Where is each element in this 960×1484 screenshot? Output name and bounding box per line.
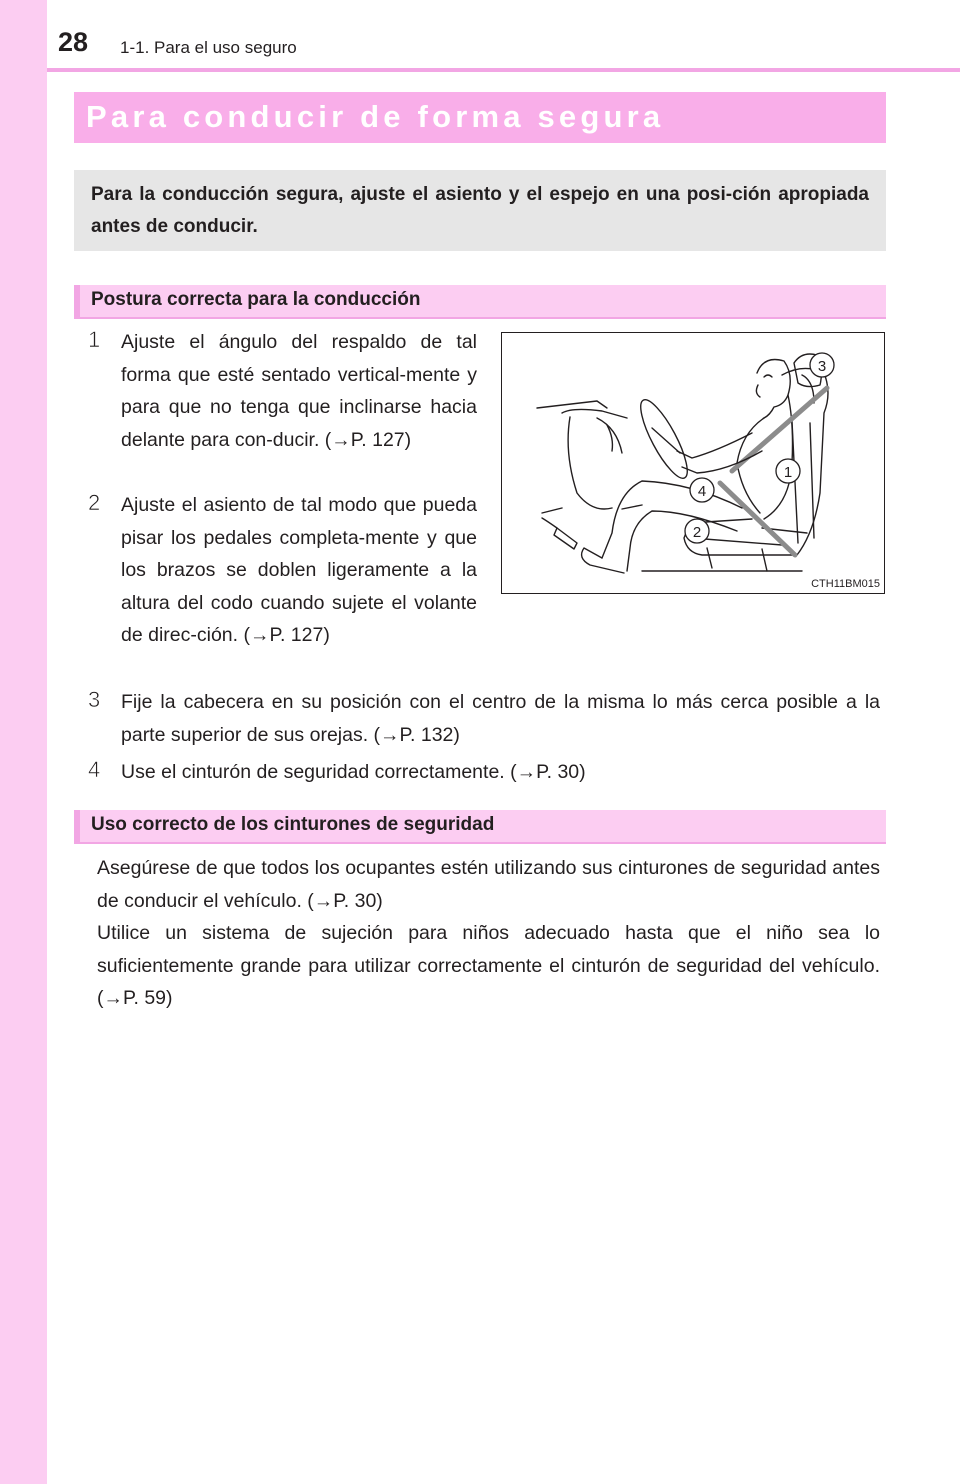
- intro-box: [74, 170, 886, 251]
- subsection-heading-text: Uso correcto de los cinturones de seguridad: [91, 814, 495, 835]
- svg-text:3: 3: [817, 358, 827, 375]
- body-paragraph-2: Utilice un sistema de sujeción para niños adecuado hasta que el niño sea lo suficientemente grande para utilizar correctamente el cinturón de seguridad del vehículo. (→P. 59): [97, 922, 880, 1009]
- page-title: Para conducir de forma segura: [86, 99, 665, 134]
- svg-text:1: 1: [783, 464, 793, 481]
- body-paragraph-1: Asegúrese de que todos los ocupantes estén utilizando sus cinturones de seguridad antes de conducir el vehículo. (→P. 30): [97, 857, 880, 912]
- item-number-3: 3: [88, 687, 101, 712]
- breadcrumb: 1-1. Para el uso seguro: [120, 38, 297, 57]
- subsection-heading-posture: [74, 285, 886, 319]
- item-number-4: 4: [88, 757, 101, 782]
- item-number-1: 1: [88, 327, 101, 352]
- item-text-2: Ajuste el asiento de tal modo que pueda pisar los pedales completa-mente y que los brazos se doblen ligeramente a la altura del codo cuando sujete el volante de direc-ción. (→P. 127): [121, 494, 477, 646]
- item-text-3: Fije la cabecera en su posición con el centro de la misma lo más cerca posible a la parte superior de sus orejas. (→P. 132): [121, 691, 880, 746]
- section-title-bar: [74, 92, 886, 143]
- driver-seat-illustration: [502, 333, 884, 593]
- page-number: 28: [58, 27, 89, 57]
- item-text-4: Use el cinturón de seguridad correctamente. (→P. 30): [121, 761, 586, 783]
- side-tab-bar: [0, 0, 47, 1484]
- svg-text:4: 4: [697, 483, 707, 500]
- item-number-2: 2: [88, 490, 101, 515]
- driving-posture-figure: [501, 332, 885, 594]
- item-text-1: Ajuste el ángulo del respaldo de tal forma que esté sentado vertical-mente y para que no tenga que inclinarse hacia delante para con-ducir. (→P. 127): [121, 331, 477, 451]
- header-rule: [47, 68, 960, 72]
- subsection-heading-text: Postura correcta para la conducción: [91, 289, 421, 310]
- figure-code: CTH11BM015: [811, 578, 880, 590]
- subsection-heading-seatbelts: [74, 810, 886, 844]
- intro-text: Para la conducción segura, ajuste el asiento y el espejo en una posi-ción apropiada antes de conducir.: [91, 184, 869, 237]
- svg-text:2: 2: [692, 524, 702, 541]
